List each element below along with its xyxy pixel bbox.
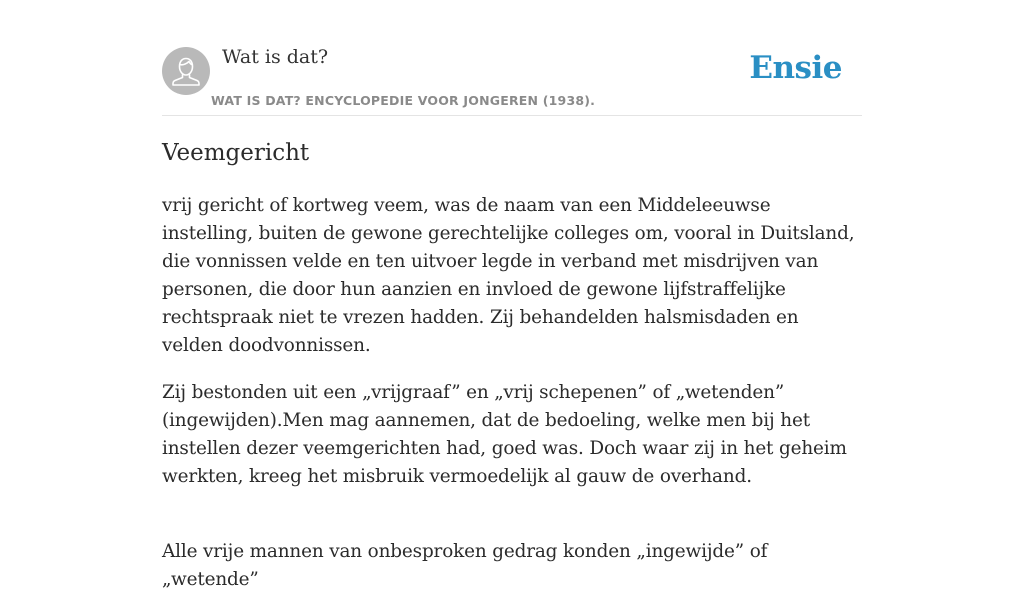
source-subtitle[interactable]: WAT IS DAT? ENCYCLOPEDIE VOOR JONGEREN (1938). xyxy=(211,93,596,108)
page xyxy=(162,0,862,590)
article-title: Veemgericht xyxy=(162,140,310,166)
user-silhouette-icon xyxy=(162,47,210,95)
article-paragraph: Alle vrije mannen van onbesproken gedrag konden „ingewijde” of „wetende” xyxy=(162,541,768,590)
article-paragraph: Zij bestonden uit een „vrijgraaf” en „vrij schepenen” of „wetenden” (ingewijden).Men mag aannemen, dat de bedoeling, welke men bij het instellen dezer veemgerichten had, goed was. Doch waar zij in het geheim werkten, kreeg het misbruik vermoedelijk al gauw de overhand. xyxy=(162,382,847,487)
avatar[interactable] xyxy=(162,47,210,95)
article-body xyxy=(162,192,862,613)
article-paragraph: vrij gericht of kortweg veem, was de naam van een Middeleeuwse instelling, buiten de gewone gerechtelijke colleges om, vooral in Duitsland, die vonnissen velde en ten uitvoer legde in verband met misdrijven van personen, die door hun aanzien en invloed de gewone lijfstraffelijke rechtspraak niet te vrezen hadden. Zij behandelden halsmisdaden en velden doodvonnissen. xyxy=(162,195,855,356)
ensie-logo[interactable]: Ensie xyxy=(749,50,842,86)
source-header xyxy=(162,0,862,116)
source-title[interactable]: Wat is dat? xyxy=(222,46,329,68)
